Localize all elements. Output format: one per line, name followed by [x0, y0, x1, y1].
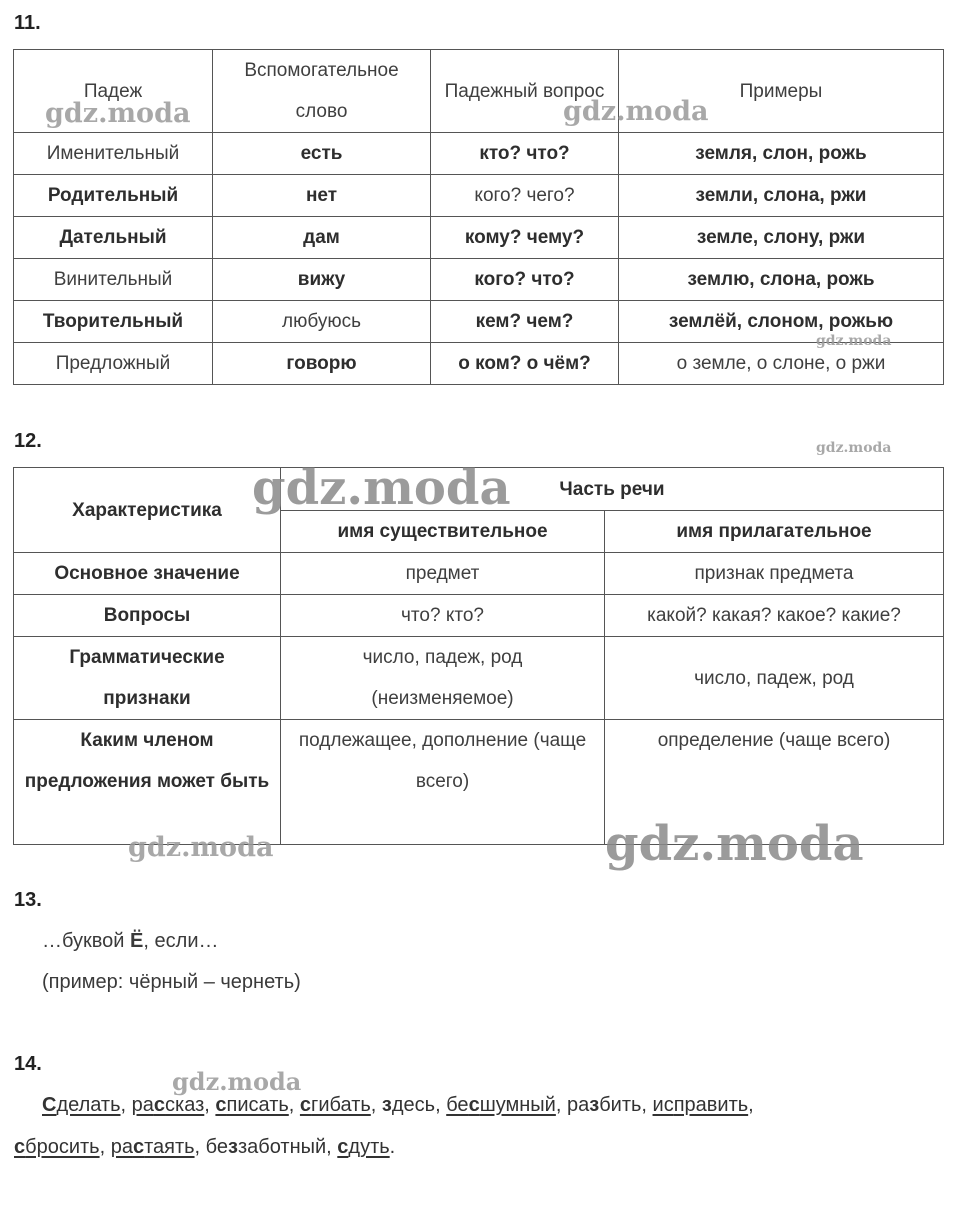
- noun-value: подлежащее, дополнение (чаще всего): [281, 720, 605, 845]
- rule-example: (пример: чёрный – чернеть): [42, 971, 301, 993]
- table-row: [14, 553, 944, 595]
- header-case-question: Падежный вопрос: [431, 50, 619, 133]
- section-13-number: 13.: [14, 889, 42, 911]
- table-row: [14, 301, 944, 343]
- helper-word: говорю: [213, 343, 431, 385]
- rule-text-start: …буквой: [42, 930, 131, 952]
- helper-word: есть: [213, 133, 431, 175]
- word-list-line-1: Сделать, рассказ, списать, сгибать, здесь, бесшумный, разбить, исправить,: [42, 1094, 754, 1116]
- helper-word: вижу: [213, 259, 431, 301]
- case-examples: о земле, о слоне, о ржи: [619, 343, 944, 385]
- case-examples: земля, слон, рожь: [619, 133, 944, 175]
- watermark: gdz.moda: [605, 816, 864, 872]
- parts-of-speech-table: [13, 467, 944, 845]
- adjective-value: число, падеж, род: [605, 637, 944, 720]
- header-part-of-speech: Часть речи: [281, 468, 944, 511]
- characteristic-label: Каким членом предложения может быть: [14, 720, 281, 845]
- case-name: Дательный: [14, 217, 213, 259]
- table-row: [14, 175, 944, 217]
- case-question: кем? чем?: [431, 301, 619, 343]
- table-row: [14, 595, 944, 637]
- watermark: gdz.moda: [563, 96, 709, 127]
- characteristic-label: Вопросы: [14, 595, 281, 637]
- word-item: сбросить: [14, 1136, 100, 1158]
- noun-value: что? кто?: [281, 595, 605, 637]
- table-row: [14, 343, 944, 385]
- case-question: кого? что?: [431, 259, 619, 301]
- noun-value: предмет: [281, 553, 605, 595]
- section-12-number: 12.: [14, 430, 42, 452]
- word-item: сгибать: [299, 1094, 371, 1116]
- adjective-value: какой? какая? какое? какие?: [605, 595, 944, 637]
- table-row: [14, 133, 944, 175]
- header-case: Падеж: [14, 50, 213, 133]
- adjective-value: признак предмета: [605, 553, 944, 595]
- table-row: [14, 259, 944, 301]
- rule-text-end: , если…: [143, 930, 219, 952]
- table-row: [14, 637, 944, 720]
- header-helper-word: Вспомогательное слово: [213, 50, 431, 133]
- rule-line: [42, 930, 219, 953]
- word-item: беззаботный: [205, 1136, 327, 1158]
- word-item: исправить: [652, 1094, 749, 1116]
- case-name: Именительный: [14, 133, 213, 175]
- word-list-line-2: сбросить, растаять, беззаботный, сдуть.: [14, 1136, 396, 1158]
- noun-value: число, падеж, род (неизменяемое): [281, 637, 605, 720]
- word-item: рассказ: [131, 1094, 205, 1116]
- case-question: кому? чему?: [431, 217, 619, 259]
- watermark: gdz.moda: [128, 832, 274, 863]
- header-adjective: имя прилагательное: [605, 511, 944, 553]
- word-item: разбить: [566, 1094, 642, 1116]
- rule-letter: Ё: [130, 930, 144, 952]
- section-11-number: 11.: [14, 12, 41, 34]
- case-examples: земле, слону, ржи: [619, 217, 944, 259]
- adjective-value: определение (чаще всего): [605, 720, 944, 845]
- case-name: Предложный: [14, 343, 213, 385]
- word-item: Сделать: [42, 1094, 121, 1116]
- case-name: Родительный: [14, 175, 213, 217]
- watermark: gdz.moda: [252, 460, 511, 516]
- case-question: кто? что?: [431, 133, 619, 175]
- watermark: gdz.moda: [816, 440, 892, 456]
- header-characteristic: Характеристика: [14, 468, 281, 553]
- word-item: растаять: [110, 1136, 195, 1158]
- case-examples: земли, слона, ржи: [619, 175, 944, 217]
- word-item: сдуть: [337, 1136, 390, 1158]
- characteristic-label: Грамматические признаки: [14, 637, 281, 720]
- word-item: здесь: [381, 1094, 436, 1116]
- helper-word: любуюсь: [213, 301, 431, 343]
- watermark: gdz.moda: [45, 98, 191, 129]
- case-name: Винительный: [14, 259, 213, 301]
- case-question: кого? чего?: [431, 175, 619, 217]
- helper-word: нет: [213, 175, 431, 217]
- helper-word: дам: [213, 217, 431, 259]
- case-examples: землю, слона, рожь: [619, 259, 944, 301]
- table-row: [14, 217, 944, 259]
- word-item: списать: [215, 1094, 289, 1116]
- header-examples: Примеры: [619, 50, 944, 133]
- section-14-number: 14.: [14, 1053, 42, 1075]
- characteristic-label: Основное значение: [14, 553, 281, 595]
- case-name: Творительный: [14, 301, 213, 343]
- case-examples: землёй, слоном, рожью: [619, 301, 944, 343]
- case-question: о ком? о чём?: [431, 343, 619, 385]
- watermark: gdz.moda: [816, 333, 892, 349]
- header-noun: имя существительное: [281, 511, 605, 553]
- watermark: gdz.moda: [172, 1067, 302, 1096]
- word-item: бесшумный: [446, 1094, 556, 1116]
